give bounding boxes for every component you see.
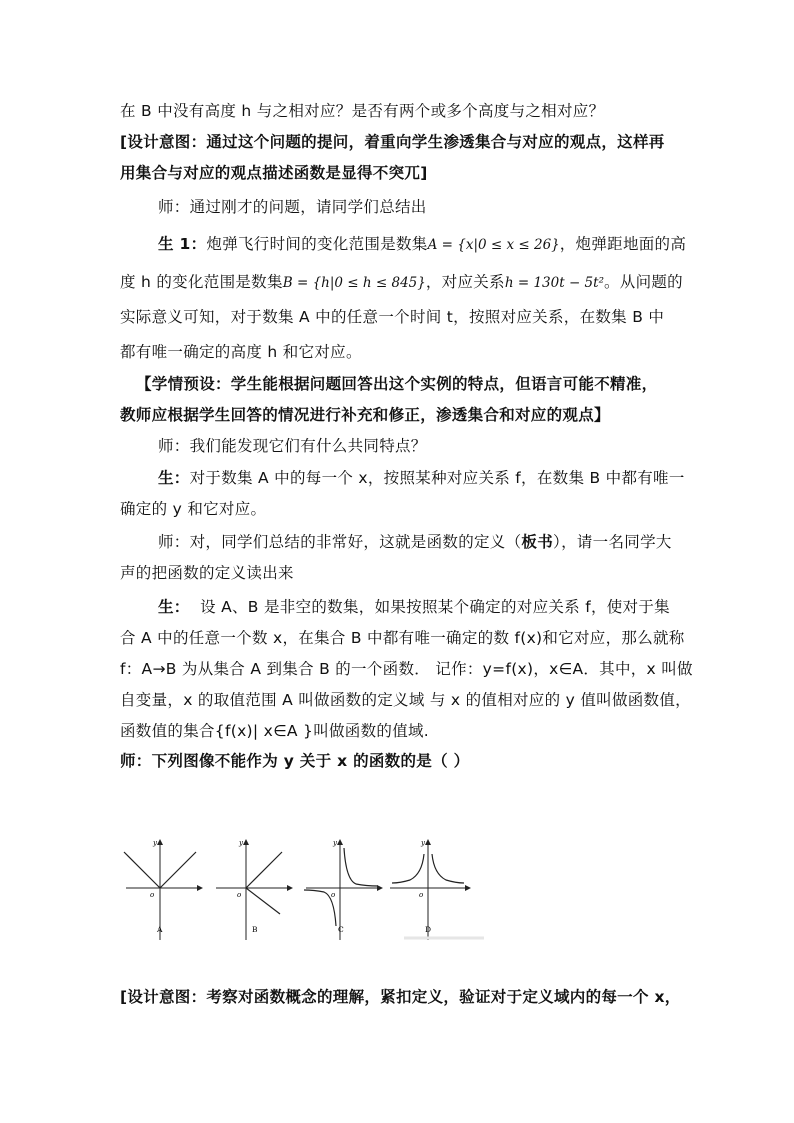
y-axis-label: y: [153, 839, 157, 847]
relation-formula: h = 130t − 5t²: [504, 275, 604, 291]
set-B-formula: B = {h|0 ≤ h ≤ 845}: [282, 275, 426, 291]
graph-label-d: D: [425, 925, 432, 934]
paragraph-line: 在 B 中没有高度 h 与之相对应？是否有两个或多个高度与之相对应？: [120, 102, 605, 120]
y-axis-label: y: [421, 839, 425, 847]
answer-text: 炮弹飞行时间的变化范围是数集: [206, 235, 428, 253]
student-label: 生：: [158, 469, 190, 487]
student-preview-line: 【学情预设：学生能根据问题回答出这个实例的特点，但语言可能不精准，: [136, 375, 658, 393]
student-label: 生 1：: [158, 235, 207, 253]
function-graphs-figure: [118, 828, 498, 948]
answer-text: 度 h 的变化范围是数集: [120, 273, 283, 291]
graph-c: [304, 839, 380, 940]
answer-line: 实际意义可知，对于数集 A 中的任意一个时间 t，按照对应关系，在数集 B 中: [120, 308, 665, 326]
student-line: [158, 466, 685, 490]
answer-text: 。从问题的: [603, 273, 683, 291]
set-A-formula: A = {x|0 ≤ x ≤ 26}: [427, 237, 560, 253]
teacher-line: [158, 530, 672, 554]
answer-line: [120, 270, 683, 295]
graph-b: [216, 839, 290, 940]
student-line: 确定的 y 和它对应。: [120, 500, 267, 518]
definition-line: 自变量，x 的取值范围 A 叫做函数的定义域 与 x 的值相对应的 y 值叫做函数值，: [120, 691, 691, 709]
answer-line: 都有唯一确定的高度 h 和它对应。: [120, 343, 362, 361]
definition-line: [158, 595, 670, 619]
answer-text: ，对应关系: [425, 273, 505, 291]
design-intent-line: [设计意图：考察对函数概念的理解，紧扣定义，验证对于定义域内的每一个 x，: [120, 988, 681, 1006]
y-axis-label: y: [333, 839, 337, 847]
origin-label: o: [419, 891, 424, 899]
student-label: 生：: [158, 598, 190, 616]
graph-d: [390, 839, 468, 940]
teacher-text: 对，同学们总结的非常好，这就是函数的定义（: [189, 533, 522, 551]
teacher-text: ），请一名同学大: [553, 533, 672, 551]
definition-line: f：A→B 为从集合 A 到集合 B 的一个函数． 记作：y=f(x)，x∈A．其中，x 叫做: [120, 660, 693, 678]
definition-line: 合 A 中的任意一个数 x，在集合 B 中都有唯一确定的数 f(x)和它对应，那么就称: [120, 629, 685, 647]
answer-text: ，炮弹距地面的高: [559, 235, 687, 253]
definition-line: 函数值的集合{f(x)| x∈A }叫做函数的值域.: [120, 722, 430, 740]
teacher-line: 声的把函数的定义读出来: [120, 564, 294, 582]
design-intent-line: 用集合与对应的观点描述函数是显得不突兀]: [120, 164, 428, 182]
teacher-prompt: 师：通过刚才的问题，请同学们总结出: [158, 198, 427, 216]
y-axis-label: y: [239, 839, 243, 847]
design-intent-line: [设计意图：通过这个问题的提问，着重向学生渗透集合与对应的观点，这样再: [120, 133, 665, 151]
teacher-line: 师：我们能发现它们有什么共同特点？: [158, 437, 427, 455]
origin-label: o: [150, 891, 155, 899]
teacher-line: [158, 195, 427, 219]
teacher-label: 师：: [158, 533, 190, 551]
student-preview-line: 教师应根据学生回答的情况进行补充和修正，渗透集合和对应的观点】: [120, 406, 610, 424]
graph-a: [124, 839, 200, 940]
origin-label: o: [237, 891, 242, 899]
board-note: 板书: [521, 533, 554, 551]
student-answer-line: [158, 232, 686, 257]
student-text: 对于数集 A 中的每一个 x，按照某种对应关系 f，在数集 B 中都有唯一: [189, 469, 685, 487]
definition-text: 设 A、B 是非空的数集，如果按照某个确定的对应关系 f，使对于集: [200, 598, 670, 616]
question-line: 师：下列图像不能作为 y 关于 x 的函数的是（ ）: [120, 752, 470, 770]
graph-label-a: A: [157, 925, 163, 934]
graph-label-b: B: [252, 925, 258, 934]
graph-label-c: C: [338, 925, 344, 934]
origin-label: o: [331, 891, 336, 899]
